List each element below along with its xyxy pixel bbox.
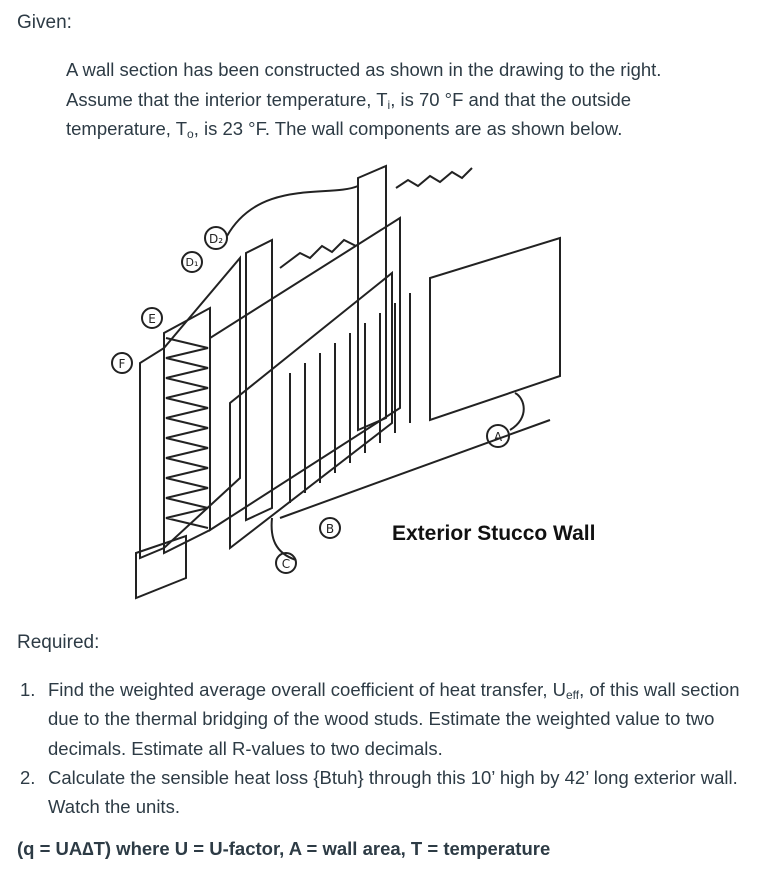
drawing-caption: Exterior Stucco Wall — [392, 522, 596, 545]
to-subscript: o — [187, 127, 194, 141]
layer-e — [164, 258, 240, 548]
list-item: 2. Calculate the sensible heat loss {Btuh} through this 10’ high by 42’ long exterior wall. Watch the units. — [20, 766, 738, 818]
svg-text:C: C — [281, 557, 291, 571]
top-zigzag-2 — [396, 168, 472, 188]
leader-c — [272, 518, 296, 560]
label-f — [112, 353, 132, 373]
label-e — [142, 308, 162, 328]
label-b — [320, 518, 340, 538]
ti-subscript: i — [387, 97, 391, 112]
list-item: 1. Find the weighted average overall coefficient of heat transfer, $U_{eff}$, of this wall section due to the thermal bridging of the wood studs. Estimate the weighted value to two decimals. Estimate all R-values to two decimals. — [20, 679, 740, 759]
svg-text:B: B — [325, 522, 335, 536]
intro-text-1: A wall section has been constructed as shown in the drawing to the right. Assume that the interior temperature, T — [66, 59, 662, 110]
intro-text-2: , is 70 °F and that the outside temperature, T — [66, 88, 632, 139]
svg-text:D₂: D₂ — [208, 232, 224, 246]
label-d2 — [205, 227, 227, 249]
intro-text-3: , is 23 °F. The wall components are as shown below. — [193, 118, 623, 139]
svg-text:E: E — [148, 312, 156, 326]
requirements-list — [20, 675, 740, 821]
layer-f — [140, 348, 164, 558]
stucco-finish — [430, 238, 560, 420]
svg-text:A: A — [493, 430, 503, 444]
formula-line: (q = UA∆T) where U = U-factor, A = wall area, T = temperature — [17, 838, 551, 859]
svg-text:D₁: D₁ — [185, 256, 199, 269]
given-heading: Given: — [17, 12, 72, 33]
label-d1 — [182, 252, 202, 272]
leader-d2 — [227, 186, 358, 236]
svg-text:F: F — [118, 357, 126, 371]
intro-paragraph — [66, 55, 726, 144]
insulation-zigzag — [166, 338, 208, 528]
leader-a — [510, 393, 524, 430]
required-heading: Required: — [17, 632, 100, 653]
